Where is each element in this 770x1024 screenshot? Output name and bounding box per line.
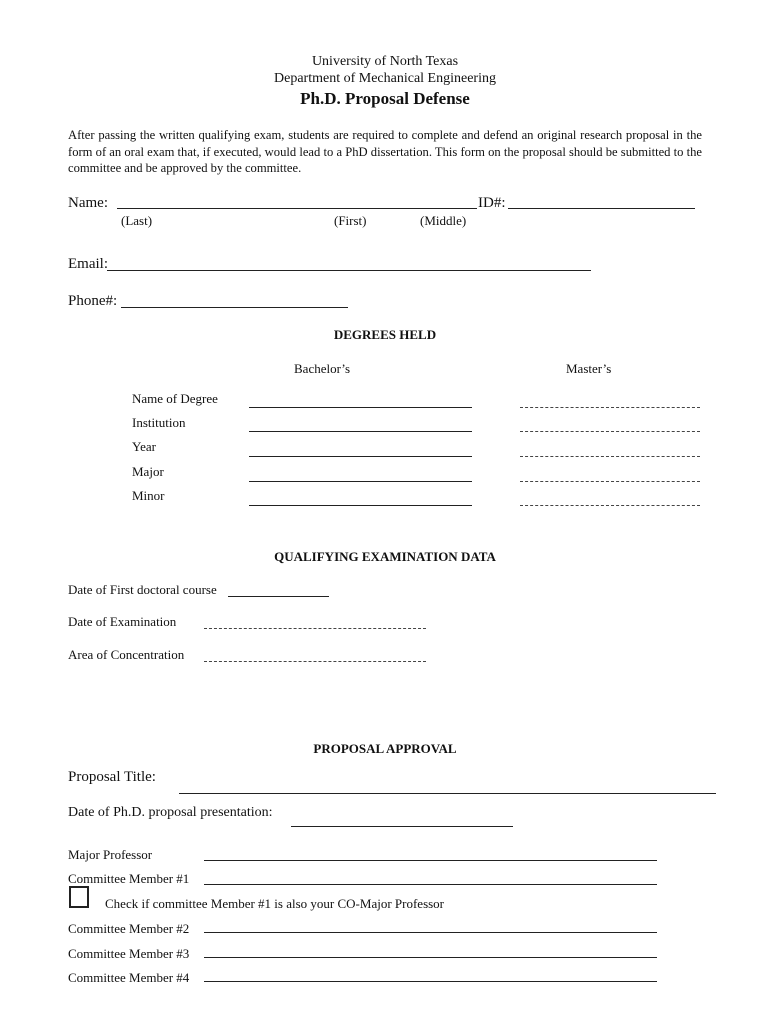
co-major-checkbox[interactable] [69,886,89,908]
proposal-title-field[interactable] [179,793,716,794]
form-title: Ph.D. Proposal Defense [300,89,470,108]
degrees-heading: DEGREES HELD [333,327,437,342]
masters-minor-field[interactable] [520,505,700,506]
committee-member-3-field[interactable] [204,957,657,958]
concentration-label: Area of Concentration [68,647,185,662]
email-field[interactable] [107,270,591,271]
middle-name-caption: (Middle) [420,213,467,228]
bachelors-column-header: Bachelor’s [294,361,351,376]
department-name: Department of Mechanical Engineering [274,71,496,86]
degree-row-label: Major [132,464,164,479]
bachelors-institution-field[interactable] [249,431,472,432]
id-field[interactable] [508,208,695,209]
phone-label: Phone#: [68,293,118,309]
email-label: Email: [68,256,108,272]
co-major-check-label: Check if committee Member #1 is also your CO-Major Professor [105,896,445,911]
presentation-date-label: Date of Ph.D. proposal presentation: [68,805,273,820]
first-name-caption: (First) [334,213,367,228]
masters-degree-name-field[interactable] [520,407,700,408]
bachelors-minor-field[interactable] [249,505,472,506]
first-course-label: Date of First doctoral course [68,582,217,597]
masters-column-header: Master’s [566,361,612,376]
committee-member-1-field[interactable] [204,884,657,885]
last-name-caption: (Last) [121,213,153,228]
committee-member-2-label: Committee Member #2 [68,921,190,936]
qualifying-heading: QUALIFYING EXAMINATION DATA [274,549,496,564]
concentration-field[interactable] [204,661,426,662]
masters-major-field[interactable] [520,481,700,482]
degree-row-label: Year [132,439,156,454]
university-name: University of North Texas [311,54,459,69]
degree-row-label: Name of Degree [132,391,218,406]
bachelors-major-field[interactable] [249,481,472,482]
committee-member-4-field[interactable] [204,981,657,982]
exam-date-label: Date of Examination [68,614,177,629]
degree-row-label: Minor [132,488,165,503]
phone-field[interactable] [121,307,348,308]
major-professor-label: Major Professor [68,847,153,862]
presentation-date-field[interactable] [291,826,513,827]
committee-member-3-label: Committee Member #3 [68,946,190,961]
committee-member-1-label: Committee Member #1 [68,871,190,886]
masters-year-field[interactable] [520,456,700,457]
first-course-date-field[interactable] [228,596,329,597]
name-label: Name: [68,195,108,211]
major-professor-field[interactable] [204,860,657,861]
approval-heading: PROPOSAL APPROVAL [313,741,457,756]
name-field[interactable] [117,208,477,209]
exam-date-field[interactable] [204,628,426,629]
intro-paragraph: After passing the written qualifying exam, students are required to complete and defend an original research proposal in the form of an oral exam that, if executed, would lead to a PhD dissertation. This form on the proposal should be submitted to the committee and be approved by the committee. [68,128,702,175]
committee-member-4-label: Committee Member #4 [68,970,190,985]
committee-member-2-field[interactable] [204,932,657,933]
masters-institution-field[interactable] [520,431,700,432]
bachelors-year-field[interactable] [249,456,472,457]
bachelors-degree-name-field[interactable] [249,407,472,408]
degree-row-label: Institution [132,415,186,430]
id-label: ID#: [478,195,506,211]
proposal-title-label: Proposal Title: [68,769,156,785]
